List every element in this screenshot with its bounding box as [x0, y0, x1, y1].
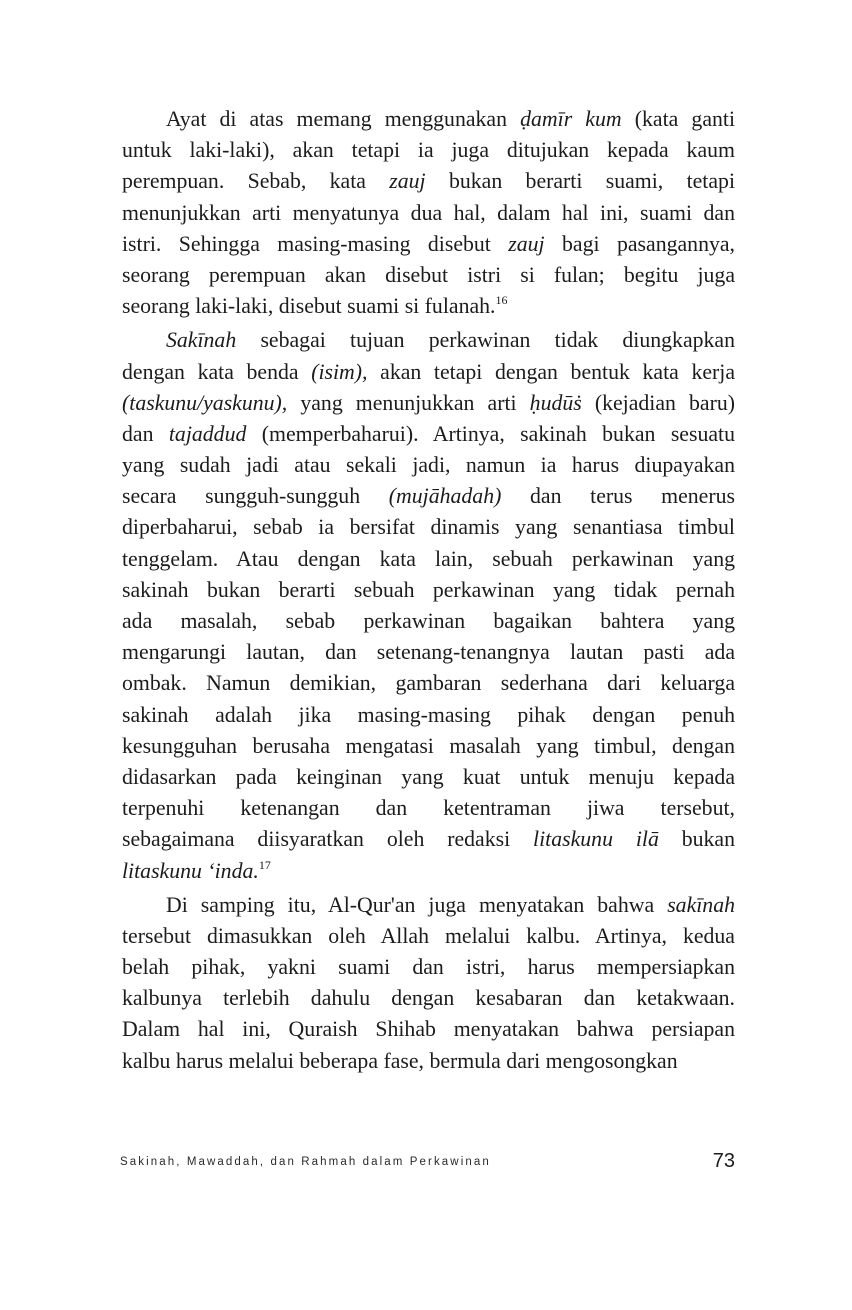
text-line	[122, 700, 735, 731]
text-line	[122, 606, 735, 637]
text-line	[122, 357, 735, 388]
text-run: Ayat di atas memang menggunakan	[166, 107, 521, 131]
text-run: kesungguhan berusaha mengatasi masalah yang timbul, dengan	[122, 733, 735, 758]
text-run: dengan kata benda	[122, 359, 312, 384]
footnote-ref: 17	[258, 857, 271, 872]
text-run: Di samping itu, Al-Qur'an juga menyatakan bahwa	[166, 892, 668, 917]
text-line	[122, 544, 735, 575]
text-run: dan terus menerus	[501, 484, 735, 509]
text-line	[122, 793, 735, 824]
text-run: ada masalah, sebab perkawinan bagaikan bahtera yang	[122, 609, 735, 633]
running-title: Sakinah, Mawaddah, dan Rahmah dalam Perkawinan	[120, 1156, 491, 1168]
italic-term: ḍamīr kum	[520, 107, 622, 131]
text-line	[122, 921, 735, 952]
text-run: (kata ganti	[621, 107, 736, 131]
text-line	[122, 419, 735, 450]
text-line	[122, 575, 735, 606]
text-line	[122, 856, 735, 887]
text-run: sakinah bukan berarti sebuah perkawinan yang tidak pernah	[122, 577, 735, 602]
text-run: seorang laki-laki, disebut suami si fulanah.	[122, 294, 496, 319]
paragraph-1	[122, 104, 735, 322]
text-line	[122, 166, 735, 197]
text-line	[122, 952, 735, 983]
text-run: ombak. Namun demikian, gambaran sederhana dari keluarga	[122, 671, 735, 696]
footnote-ref: 16	[495, 293, 508, 308]
text-run: secara sungguh-sungguh	[122, 484, 389, 509]
text-line	[122, 325, 735, 356]
text-line	[122, 668, 735, 699]
text-run: sebagaimana diisyaratkan oleh redaksi	[122, 827, 534, 852]
italic-term: litaskunu ilā	[533, 827, 659, 852]
text-run: didasarkan pada keinginan yang kuat untuk menuju kepada	[122, 764, 735, 789]
italic-term: tajaddud	[168, 421, 247, 446]
text-line	[122, 824, 735, 855]
italic-term: (taskunu/yaskunu),	[122, 390, 288, 415]
italic-term: sakīnah	[667, 892, 735, 917]
italic-term: (mujāhadah)	[388, 484, 502, 509]
text-line	[122, 198, 735, 229]
text-run: Dalam hal ini, Quraish Shihab menyatakan bahwa persiapan	[122, 1017, 735, 1042]
text-line	[122, 450, 735, 481]
body-text	[122, 104, 735, 1080]
text-run: sakinah adalah jika masing-masing pihak dengan penuh	[122, 702, 735, 727]
text-run: (kejadian baru)	[581, 390, 735, 415]
text-run: terpenuhi ketenangan dan ketentraman jiwa tersebut,	[122, 796, 735, 821]
text-line	[122, 762, 735, 793]
text-run: tersebut dimasukkan oleh Allah melalui kalbu. Artinya, kedua	[122, 923, 735, 948]
italic-term: (isim),	[311, 359, 368, 384]
text-run: mengarungi lautan, dan setenang-tenangnya lautan pasti ada	[122, 640, 735, 665]
text-line	[122, 512, 735, 543]
italic-term: ḥudūṡ	[529, 390, 582, 415]
text-line	[122, 291, 735, 322]
text-line	[122, 135, 735, 166]
text-run: kalbu harus melalui beberapa fase, bermula dari mengosongkan	[122, 1048, 678, 1073]
text-run: seorang perempuan akan disebut istri si fulan; begitu juga	[122, 262, 735, 287]
text-run: diperbaharui, sebab ia bersifat dinamis yang senantiasa timbul	[122, 515, 735, 540]
text-run: belah pihak, yakni suami dan istri, harus mempersiapkan	[122, 955, 735, 980]
text-line	[122, 481, 735, 512]
text-run: kalbunya terlebih dahulu dengan kesabaran dan ketakwaan.	[122, 986, 735, 1011]
paragraph-2	[122, 325, 735, 886]
text-line	[122, 983, 735, 1014]
text-line	[122, 890, 735, 921]
italic-term: zauj	[389, 169, 426, 194]
text-run: (memperbaharui). Artinya, sakinah bukan sesuatu	[246, 421, 735, 446]
text-line	[122, 104, 735, 135]
italic-term: Sakīnah	[166, 328, 237, 353]
text-run: tenggelam. Atau dengan kata lain, sebuah perkawinan yang	[122, 546, 735, 571]
text-line	[122, 731, 735, 762]
text-run: bukan berarti suami, tetapi	[425, 169, 735, 194]
page-number: 73	[712, 1150, 735, 1172]
text-run: bukan	[658, 827, 735, 852]
text-run: perempuan. Sebab, kata	[122, 169, 390, 194]
italic-term: litaskunu ‘inda.	[122, 858, 259, 883]
text-run: menunjukkan arti menyatunya dua hal, dalam hal ini, suami dan	[122, 200, 735, 225]
text-run: untuk laki-laki), akan tetapi ia juga ditujukan kepada kaum	[122, 138, 735, 163]
text-line	[122, 260, 735, 291]
text-run: yang sudah jadi atau sekali jadi, namun ia harus diupayakan	[122, 453, 735, 478]
text-line	[122, 637, 735, 668]
text-line	[122, 1046, 735, 1077]
text-run: dan	[122, 421, 169, 446]
text-line	[122, 229, 735, 260]
text-run: yang menunjukkan arti	[287, 390, 530, 415]
italic-term: zauj	[508, 231, 545, 256]
paragraph-3	[122, 890, 735, 1077]
text-run: istri. Sehingga masing-masing disebut	[122, 231, 509, 256]
page-footer	[120, 1150, 735, 1180]
text-run: sebagai tujuan perkawinan tidak diungkapkan	[236, 328, 735, 353]
text-run: bagi pasangannya,	[544, 231, 735, 256]
text-line	[122, 388, 735, 419]
text-line	[122, 1014, 735, 1045]
text-run: akan tetapi dengan bentuk kata kerja	[367, 359, 736, 384]
